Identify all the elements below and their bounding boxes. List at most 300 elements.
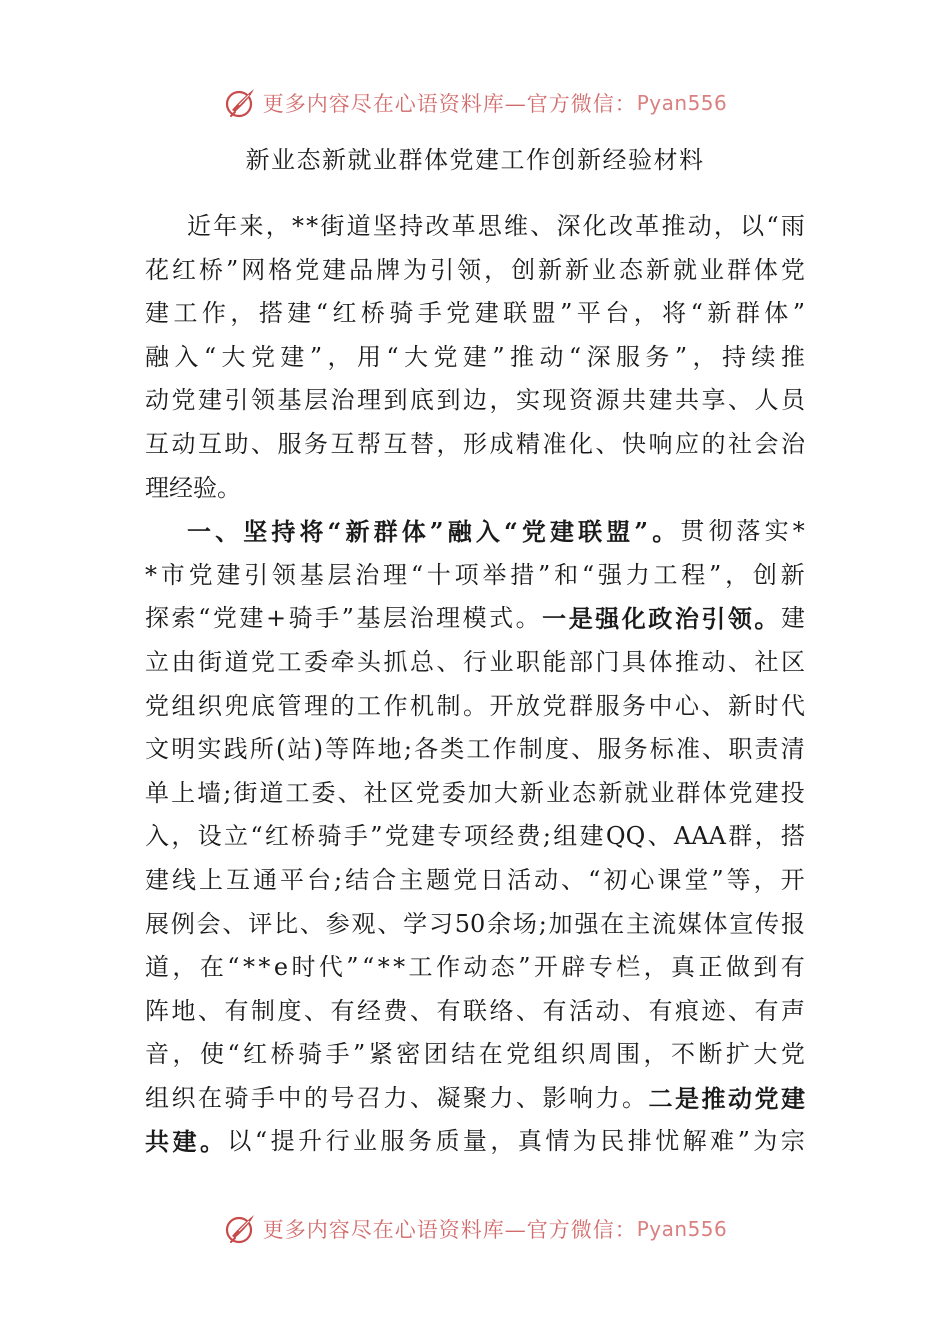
text-glyph: 阵 (145, 996, 169, 1025)
text-glyph: 、 (337, 778, 362, 807)
bold-heading-glyph: 党 (521, 517, 546, 547)
text-glyph: 街 (198, 647, 222, 676)
text-glyph: 道 (224, 647, 249, 676)
text-glyph: 等 (726, 865, 751, 894)
text-glyph: 建 (322, 255, 347, 284)
text-glyph: 持 (399, 212, 424, 240)
text-glyph: 、 (436, 647, 461, 676)
text-glyph: 革 (451, 212, 476, 240)
text-glyph: 互 (330, 429, 355, 458)
text-glyph: 党 (453, 865, 478, 894)
text-glyph: 员 (781, 386, 805, 415)
text-glyph: 建 (280, 342, 305, 371)
text-glyph: 群 (726, 255, 751, 284)
text-glyph: 建 (579, 822, 604, 851)
text-glyph: 互 (198, 429, 222, 458)
text-glyph: 联 (463, 996, 487, 1025)
text-glyph: 题 (426, 865, 451, 894)
text-glyph: 红 (264, 822, 289, 851)
text-glyph: 索 (171, 604, 196, 633)
text-glyph: 经 (169, 473, 193, 502)
text-glyph: 、 (701, 691, 726, 720)
text-glyph: ” (709, 560, 722, 589)
text-glyph: 动 (595, 996, 620, 1025)
text-glyph: ; (542, 822, 551, 851)
text-glyph: 部 (569, 647, 593, 676)
text-glyph: 业 (546, 778, 571, 807)
text-glyph: 桥 (291, 822, 316, 851)
text-glyph: 大 (221, 342, 246, 371)
text-glyph: 作 (383, 691, 408, 720)
text-glyph: 建 (411, 822, 436, 851)
text-glyph: 业 (592, 255, 617, 284)
text-glyph: 理 (383, 560, 408, 589)
bold-heading-glyph: 建 (781, 1083, 805, 1113)
text-glyph: 制 (251, 996, 275, 1025)
text-glyph: 凝 (436, 1083, 461, 1112)
bold-heading-glyph: 坚 (243, 517, 268, 547)
text-line (145, 379, 805, 423)
text-glyph: 报 (780, 909, 805, 938)
text-glyph: 宗 (780, 1127, 805, 1156)
text-glyph: 践 (223, 735, 248, 764)
text-glyph: e (273, 953, 289, 982)
text-glyph: 场 (512, 909, 537, 938)
text-glyph: ， (436, 429, 461, 458)
text-glyph: 初 (603, 865, 628, 894)
text-glyph: 质 (435, 1127, 460, 1156)
text-glyph: 群 (676, 778, 701, 807)
text-glyph: 工 (357, 691, 381, 720)
text-glyph: 改 (608, 212, 633, 240)
text-glyph: 委 (304, 647, 328, 676)
text-glyph: 动 (171, 429, 196, 458)
text-glyph: 代 (781, 691, 805, 720)
text-glyph: “ (410, 560, 424, 589)
text-glyph: 推 (661, 212, 686, 240)
text-glyph: ” (674, 342, 688, 371)
text-glyph: * (258, 953, 271, 982)
text-glyph: 做 (725, 953, 750, 982)
text-glyph: 大 (493, 778, 518, 807)
text-glyph: 精 (516, 429, 540, 458)
text-glyph: 近 (187, 212, 211, 240)
text-glyph: ” (309, 342, 323, 371)
text-glyph: 共 (675, 386, 699, 415)
text-glyph: 传 (755, 909, 780, 938)
bold-heading-glyph: 群 (373, 517, 398, 547)
text-glyph: 举 (482, 560, 507, 589)
text-glyph: 层 (382, 604, 407, 633)
text-glyph: 推 (510, 342, 535, 371)
text-glyph: “ (386, 342, 399, 371)
text-glyph: 深 (586, 342, 611, 371)
text-glyph: “ (227, 953, 240, 982)
text-glyph: “ (250, 822, 263, 851)
bold-heading-glyph: 二 (648, 1083, 673, 1113)
text-glyph: 有 (224, 996, 249, 1025)
text-glyph: 作 (201, 299, 226, 328)
text-glyph: 50 (454, 909, 486, 938)
text-glyph: 学 (403, 909, 428, 938)
text-glyph: ， (265, 212, 290, 240)
text-glyph: 业 (650, 778, 675, 807)
text-line (145, 728, 805, 772)
text-glyph: 栏 (616, 953, 641, 982)
text-glyph: 业 (489, 647, 514, 676)
text-glyph: 务 (304, 429, 328, 458)
text-glyph: 思 (477, 212, 502, 240)
text-glyph: 、 (516, 996, 540, 1025)
text-glyph: 道 (346, 212, 371, 240)
text-glyph: 和 (554, 560, 579, 589)
text-glyph: 手 (343, 822, 368, 851)
text-glyph: 费 (516, 822, 541, 851)
text-glyph: 具 (622, 647, 646, 676)
text-glyph: 体 (753, 255, 778, 284)
text-glyph: “ (315, 299, 328, 328)
text-line (145, 205, 805, 249)
text-glyph: 将 (662, 299, 687, 328)
text-glyph: 实 (516, 386, 540, 415)
text-glyph: 中 (277, 1083, 302, 1112)
bold-heading-glyph: 。 (652, 517, 677, 547)
text-glyph: 放 (516, 691, 540, 720)
text-glyph: + (265, 604, 287, 633)
bold-heading-glyph: 入 (475, 517, 500, 547)
text-glyph: 区 (781, 647, 805, 676)
text-line (145, 336, 805, 380)
text-glyph: 例 (170, 909, 195, 938)
text-glyph: 结 (345, 865, 370, 894)
text-glyph: ; (403, 735, 412, 764)
text-glyph: 。 (622, 1083, 646, 1112)
text-glyph: 排 (627, 1127, 652, 1156)
text-glyph: 密 (396, 1040, 421, 1069)
text-glyph: 底 (410, 386, 434, 415)
text-glyph: 台 (605, 299, 630, 328)
text-glyph: 号 (330, 1083, 355, 1112)
text-glyph: 、 (516, 1083, 540, 1112)
text-glyph: 的 (330, 691, 355, 720)
text-glyph: “ (227, 1040, 240, 1069)
bold-heading-glyph: 引 (701, 604, 726, 634)
text-line (145, 467, 805, 511)
text-glyph: 组 (145, 1083, 169, 1112)
text-glyph: 、 (299, 909, 324, 938)
bold-heading-glyph: 、 (215, 517, 240, 547)
text-glyph: 业 (353, 1127, 378, 1156)
text-glyph: 党 (250, 342, 275, 371)
text-glyph: 维 (504, 212, 529, 240)
text-glyph: 花 (145, 255, 169, 284)
text-glyph: 深 (556, 212, 581, 240)
text-glyph: 模 (462, 604, 487, 633)
text-glyph: ” (518, 953, 531, 982)
text-glyph: 建 (462, 342, 487, 371)
text-glyph: 管 (277, 691, 302, 720)
text-glyph: 参 (325, 909, 350, 938)
text-glyph: 牌 (376, 255, 401, 284)
text-glyph: 动 (463, 953, 488, 982)
text-glyph: QQ (605, 822, 646, 851)
text-glyph: 文 (145, 735, 169, 764)
text-glyph: 墙 (197, 778, 222, 807)
text-glyph: 开 (780, 865, 805, 894)
text-glyph: 制 (436, 691, 461, 720)
text-glyph: 工 (408, 953, 433, 982)
text-glyph: 桥 (270, 1040, 295, 1069)
text-glyph: 、 (530, 212, 555, 240)
text-glyph: 、 (410, 1083, 434, 1112)
text-glyph: 紧 (368, 1040, 393, 1069)
text-glyph: 升 (298, 1127, 323, 1156)
text-glyph: 围 (616, 1040, 640, 1069)
text-glyph: 就 (624, 778, 649, 807)
text-glyph: ， (172, 953, 197, 982)
text-glyph: 的 (304, 1083, 328, 1112)
text-glyph: ， (484, 255, 509, 284)
text-glyph: 红 (171, 255, 196, 284)
text-glyph: 情 (545, 1127, 570, 1156)
text-glyph: 习 (428, 909, 453, 938)
text-glyph: 党 (188, 560, 213, 589)
text-line (145, 859, 805, 903)
text-glyph: * (145, 560, 157, 589)
text-line (145, 815, 805, 859)
text-glyph: ; (334, 865, 343, 894)
text-glyph: 单 (145, 778, 169, 807)
text-glyph: 到 (753, 953, 778, 982)
text-glyph: 合 (372, 865, 397, 894)
text-glyph: 人 (754, 386, 779, 415)
text-glyph: AAA (673, 822, 726, 851)
text-glyph: 、 (728, 647, 752, 676)
text-glyph: 源 (595, 386, 620, 415)
text-glyph: 工 (173, 299, 198, 328)
text-glyph: 持 (721, 342, 746, 371)
text-glyph: 创 (511, 255, 536, 284)
text-glyph: 时 (291, 953, 316, 982)
text-glyph: 帮 (357, 429, 381, 458)
text-glyph: 、 (622, 996, 646, 1025)
text-glyph: 经 (490, 822, 515, 851)
text-glyph: 主 (626, 909, 651, 938)
text-glyph: 台 (307, 865, 331, 894)
text-glyph: 治 (781, 429, 805, 458)
text-glyph: 落 (736, 517, 761, 546)
text-glyph: 探 (145, 604, 169, 633)
bold-heading-glyph: 联 (578, 517, 603, 547)
text-glyph: 心 (675, 691, 699, 720)
text-glyph: 街 (320, 212, 345, 240)
text-glyph: 坚 (372, 212, 397, 240)
text-glyph: ” (370, 822, 383, 851)
text-glyph: 动 (701, 647, 726, 676)
text-glyph: 区 (389, 778, 414, 807)
text-glyph: 、 (728, 386, 752, 415)
text-glyph: 化 (582, 212, 607, 240)
text-glyph: 续 (751, 342, 776, 371)
text-glyph: 融 (145, 342, 169, 371)
text-glyph: 手 (325, 1040, 350, 1069)
text-glyph: 基 (356, 604, 381, 633)
bold-heading-glyph: 领 (727, 604, 752, 634)
text-glyph: 到 (436, 386, 461, 415)
text-glyph: 工 (277, 647, 302, 676)
text-glyph: 现 (542, 386, 567, 415)
text-glyph: 彻 (708, 517, 733, 546)
text-glyph: 有 (330, 996, 355, 1025)
text-glyph: 体 (648, 647, 673, 676)
text-glyph: 服 (597, 735, 622, 764)
text-glyph: 领 (457, 255, 482, 284)
text-glyph: 堂 (684, 865, 709, 894)
text-glyph: 民 (600, 1127, 625, 1156)
text-glyph: 召 (357, 1083, 381, 1112)
text-glyph: 实 (197, 735, 222, 764)
text-glyph: 用 (356, 342, 381, 371)
text-glyph: “ (588, 865, 601, 894)
text-glyph: 组 (171, 691, 196, 720)
text-glyph: 动 (534, 865, 559, 894)
text-glyph: 引 (244, 560, 269, 589)
text-glyph: 贯 (680, 517, 705, 546)
text-glyph: 提 (270, 1127, 295, 1156)
text-glyph: 态 (572, 778, 597, 807)
text-glyph: 、 (728, 996, 752, 1025)
watermark-footer (0, 1207, 950, 1251)
text-glyph: 新 (728, 691, 752, 720)
text-glyph: 年 (213, 212, 238, 240)
text-glyph: 站 (287, 735, 312, 764)
text-glyph: ” (711, 865, 724, 894)
bold-heading-glyph: 融 (447, 517, 472, 547)
text-glyph: 加 (467, 778, 492, 807)
text-glyph: 准 (542, 429, 567, 458)
text-glyph: 评 (248, 909, 273, 938)
text-glyph: 层 (327, 560, 352, 589)
text-glyph: 职 (516, 647, 540, 676)
text-glyph: 时 (754, 691, 779, 720)
text-glyph: 建 (780, 604, 805, 633)
text-glyph: ， (692, 342, 717, 371)
text-glyph: 党 (446, 299, 471, 328)
text-glyph: 来 (239, 212, 264, 240)
text-glyph: 有 (780, 953, 805, 982)
text-glyph: 、 (198, 996, 222, 1025)
text-glyph: 辟 (561, 953, 586, 982)
text-glyph: 委 (441, 778, 466, 807)
text-glyph: 的 (701, 429, 726, 458)
text-glyph: ” (737, 1127, 750, 1156)
text-glyph: 上 (199, 865, 223, 894)
text-glyph: 宣 (729, 909, 754, 938)
text-glyph: 络 (489, 996, 514, 1025)
text-glyph: 结 (451, 1040, 476, 1069)
text-glyph: 治 (355, 560, 380, 589)
text-glyph: 体 (702, 778, 727, 807)
bold-heading-glyph: 推 (701, 1083, 726, 1113)
text-glyph: 真 (517, 1127, 542, 1156)
text-glyph: 搭 (258, 299, 283, 328)
text-glyph: 织 (171, 1083, 196, 1112)
text-glyph: 为 (403, 255, 428, 284)
text-glyph: “ (581, 560, 595, 589)
text-glyph: 工 (285, 778, 310, 807)
text-glyph: 引 (430, 255, 455, 284)
text-glyph: 党 (171, 386, 196, 415)
text-glyph: 有 (542, 996, 567, 1025)
watermark-header (0, 81, 950, 125)
text-glyph: 形 (463, 429, 487, 458)
text-glyph: * (291, 212, 304, 240)
text-glyph: 门 (595, 647, 620, 676)
text-glyph: 行 (463, 647, 487, 676)
text-glyph: 以 (227, 1127, 252, 1156)
text-glyph: 社 (728, 429, 752, 458)
text-glyph: 手 (315, 604, 340, 633)
bold-heading-glyph: 。 (754, 604, 779, 634)
text-glyph: 上 (171, 778, 196, 807)
text-glyph: ; (538, 909, 547, 938)
text-glyph: 所 (249, 735, 274, 764)
text-glyph: 建 (287, 299, 312, 328)
text-glyph: 总 (410, 647, 434, 676)
text-glyph: * (242, 953, 255, 982)
text-glyph: 层 (304, 386, 328, 415)
text-glyph: 入 (145, 822, 169, 851)
text-glyph: 制 (518, 735, 543, 764)
text-glyph: 织 (198, 691, 222, 720)
bold-heading-glyph: 。 (199, 1127, 224, 1157)
text-glyph: 新 (645, 255, 670, 284)
text-glyph: 实 (764, 517, 789, 546)
text-glyph: 程 (681, 560, 706, 589)
text-glyph: 务 (623, 735, 648, 764)
text-glyph: 新 (707, 299, 732, 328)
text-glyph: 建 (145, 299, 169, 328)
text-glyph: 动 (539, 342, 564, 371)
text-glyph: 替 (410, 429, 434, 458)
text-glyph: 新 (520, 778, 545, 807)
text-glyph: 骑 (224, 1083, 249, 1112)
text-glyph: 费 (383, 996, 408, 1025)
text-glyph: 作 (435, 953, 460, 982)
text-glyph: 服 (380, 1127, 405, 1156)
text-glyph: ” (492, 342, 505, 371)
text-glyph: 解 (682, 1127, 707, 1156)
text-glyph: 活 (507, 865, 532, 894)
text-glyph: 新 (598, 778, 623, 807)
text-glyph: 比 (274, 909, 299, 938)
text-glyph: 改 (425, 212, 450, 240)
text-glyph: ， (643, 1040, 668, 1069)
text-glyph: 媒 (677, 909, 702, 938)
text-glyph: 专 (588, 953, 613, 982)
text-glyph: 共 (622, 386, 646, 415)
text-glyph: 工 (653, 560, 678, 589)
text-glyph: 心 (630, 865, 655, 894)
text-glyph: 党 (295, 255, 320, 284)
text-glyph: 党 (145, 691, 169, 720)
text-glyph: 党 (251, 647, 275, 676)
text-glyph: 社 (363, 778, 388, 807)
text-glyph: 平 (576, 299, 601, 328)
text-glyph: 有 (754, 996, 779, 1025)
text-glyph: 投 (780, 778, 805, 807)
text-glyph: ) (313, 735, 324, 764)
